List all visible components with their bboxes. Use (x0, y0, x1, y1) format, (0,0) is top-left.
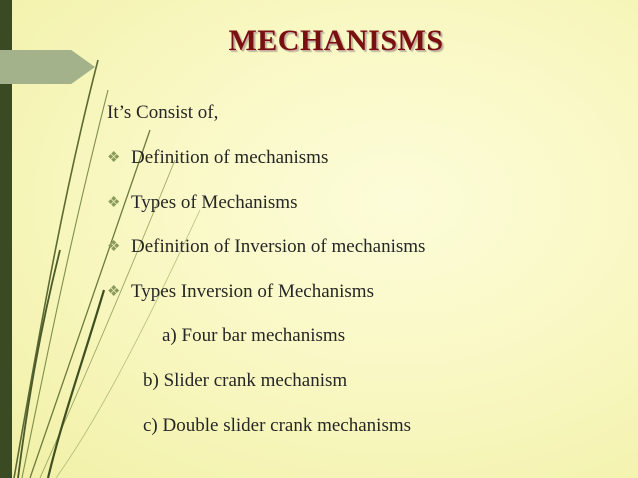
bullet-item-definition (107, 147, 328, 169)
bullet-item-inversion-types (107, 281, 374, 303)
sub-item-four-bar: a) Four bar mechanisms (162, 325, 346, 346)
bullet-text: Definition of mechanisms (131, 147, 329, 168)
slide-title: MECHANISMS (228, 24, 444, 57)
bullet-item-types (107, 192, 297, 214)
sub-item-slider-crank: b) Slider crank mechanism (143, 370, 348, 391)
bullet-text: Types Inversion of Mechanisms (131, 281, 374, 302)
bullet-item-inversion-definition (107, 236, 425, 258)
diamond-bullet-icon: ❖ (107, 239, 121, 255)
diamond-bullet-icon: ❖ (107, 195, 121, 211)
bullet-text: Definition of Inversion of mechanisms (131, 236, 426, 257)
intro-text: It’s Consist of, (107, 102, 219, 123)
bullet-text: Types of Mechanisms (131, 192, 298, 213)
diamond-bullet-icon: ❖ (107, 150, 121, 166)
sub-item-double-slider-crank: c) Double slider crank mechanisms (143, 415, 412, 436)
diamond-bullet-icon: ❖ (107, 284, 121, 300)
